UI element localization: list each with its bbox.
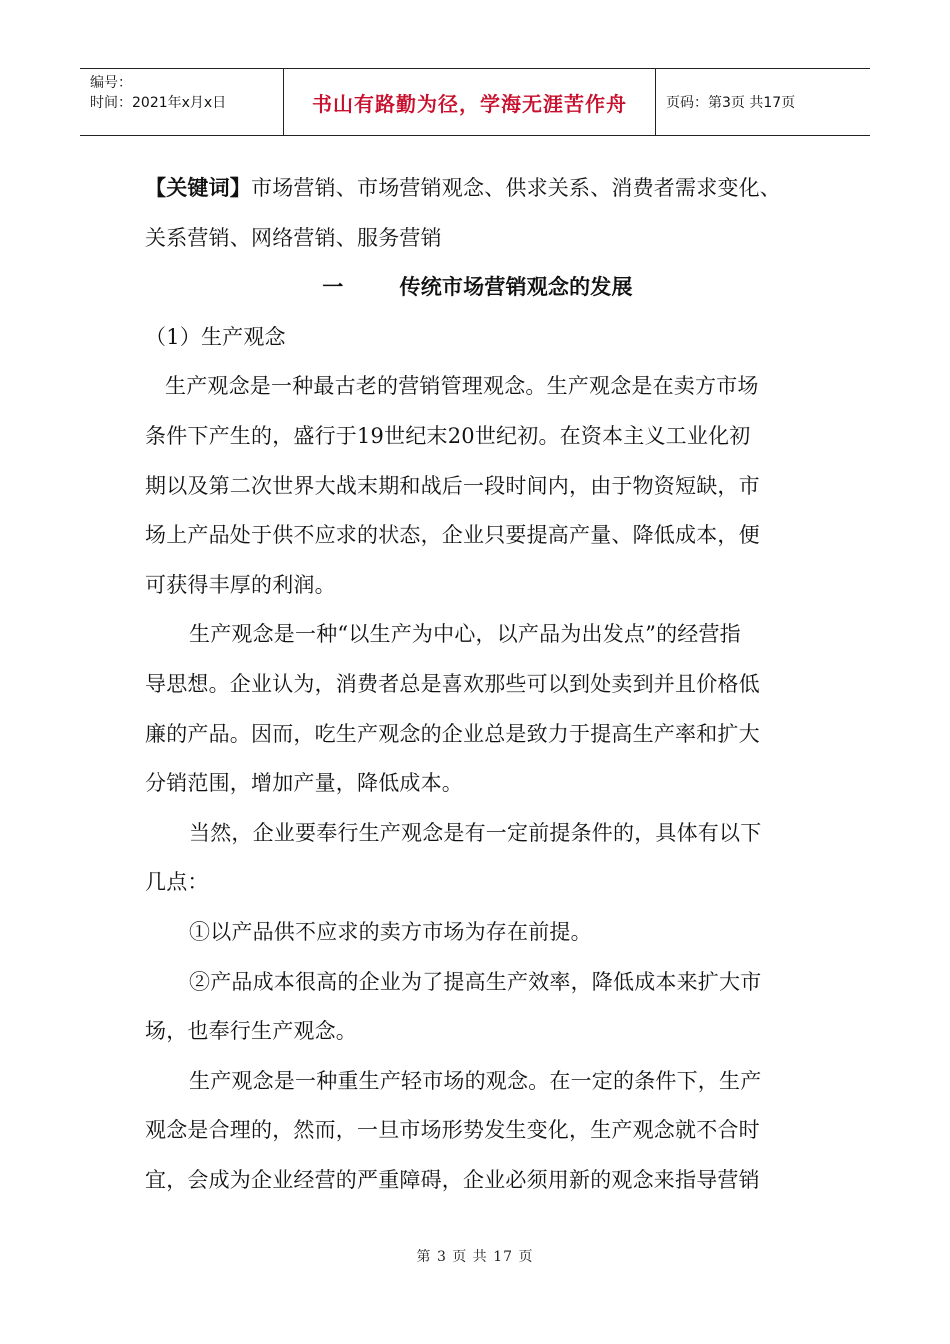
- paragraph-line: 条件下产生的，盛行于19世纪末20世纪初。在资本主义工业化初: [145, 423, 751, 448]
- paragraph-line: 导思想。企业认为，消费者总是喜欢那些可以到处卖到并且价格低: [145, 671, 760, 696]
- paragraph-line: 分销范围，增加产量，降低成本。: [145, 771, 463, 796]
- paragraph-line: 廉的产品。因而，吃生产观念的企业总是致力于提高生产率和扩大: [145, 721, 760, 746]
- header-meta: [80, 69, 284, 135]
- keywords-label: 【关键词】: [145, 176, 251, 200]
- paragraph-line: 当然，企业要奉行生产观念是有一定前提条件的，具体有以下: [189, 820, 762, 845]
- subsection-heading: （1）生产观念: [145, 324, 286, 349]
- section-title: 传统市场营销观念的发展: [399, 275, 633, 300]
- keywords-text-2: 关系营销、网络营销、服务营销: [145, 225, 442, 250]
- paragraph-line: 生产观念是一种“以生产为中心，以产品为出发点”的经营指: [189, 622, 741, 647]
- page-footer: 第 3 页 共 17 页: [416, 1249, 534, 1265]
- header-motto: 书山有路勤为径，学海无涯苦作舟: [284, 69, 656, 135]
- header-page-info: 页码：第3页 共17页: [666, 95, 796, 111]
- time-label: 时间：2021年x月x日: [90, 95, 227, 111]
- paragraph-line: 生产观念是一种最古老的营销管理观念。生产观念是在卖方市场: [165, 374, 759, 399]
- paragraph-line: 场上产品处于供不应求的状态，企业只要提高产量、降低成本，便: [145, 523, 760, 548]
- paragraph-line: 期以及第二次世界大战末期和战后一段时间内，由于物资短缺，市: [145, 473, 760, 498]
- list-item: ②产品成本很高的企业为了提高生产效率，降低成本来扩大市: [189, 969, 762, 994]
- number-label: 编号：: [90, 75, 132, 91]
- document-body: [145, 164, 810, 1205]
- section-number: 一: [322, 275, 344, 300]
- paragraph-line: 场，也奉行生产观念。: [145, 1019, 357, 1044]
- page-header: [80, 68, 870, 136]
- paragraph-line: 生产观念是一种重生产轻市场的观念。在一定的条件下，生产: [189, 1068, 762, 1093]
- paragraph-line: 宜，会成为企业经营的严重障碍，企业必须用新的观念来指导营销: [145, 1167, 760, 1192]
- keywords-text-1: 市场营销、市场营销观念、供求关系、消费者需求变化、: [251, 176, 781, 200]
- paragraph-line: 可获得丰厚的利润。: [145, 572, 336, 597]
- paragraph-line: 几点：: [145, 870, 209, 895]
- list-item: ①以产品供不应求的卖方市场为存在前提。: [189, 919, 592, 944]
- paragraph-line: 观念是合理的，然而，一旦市场形势发生变化，生产观念就不合时: [145, 1118, 760, 1143]
- section-heading: [145, 263, 810, 313]
- keywords-line: [145, 164, 810, 214]
